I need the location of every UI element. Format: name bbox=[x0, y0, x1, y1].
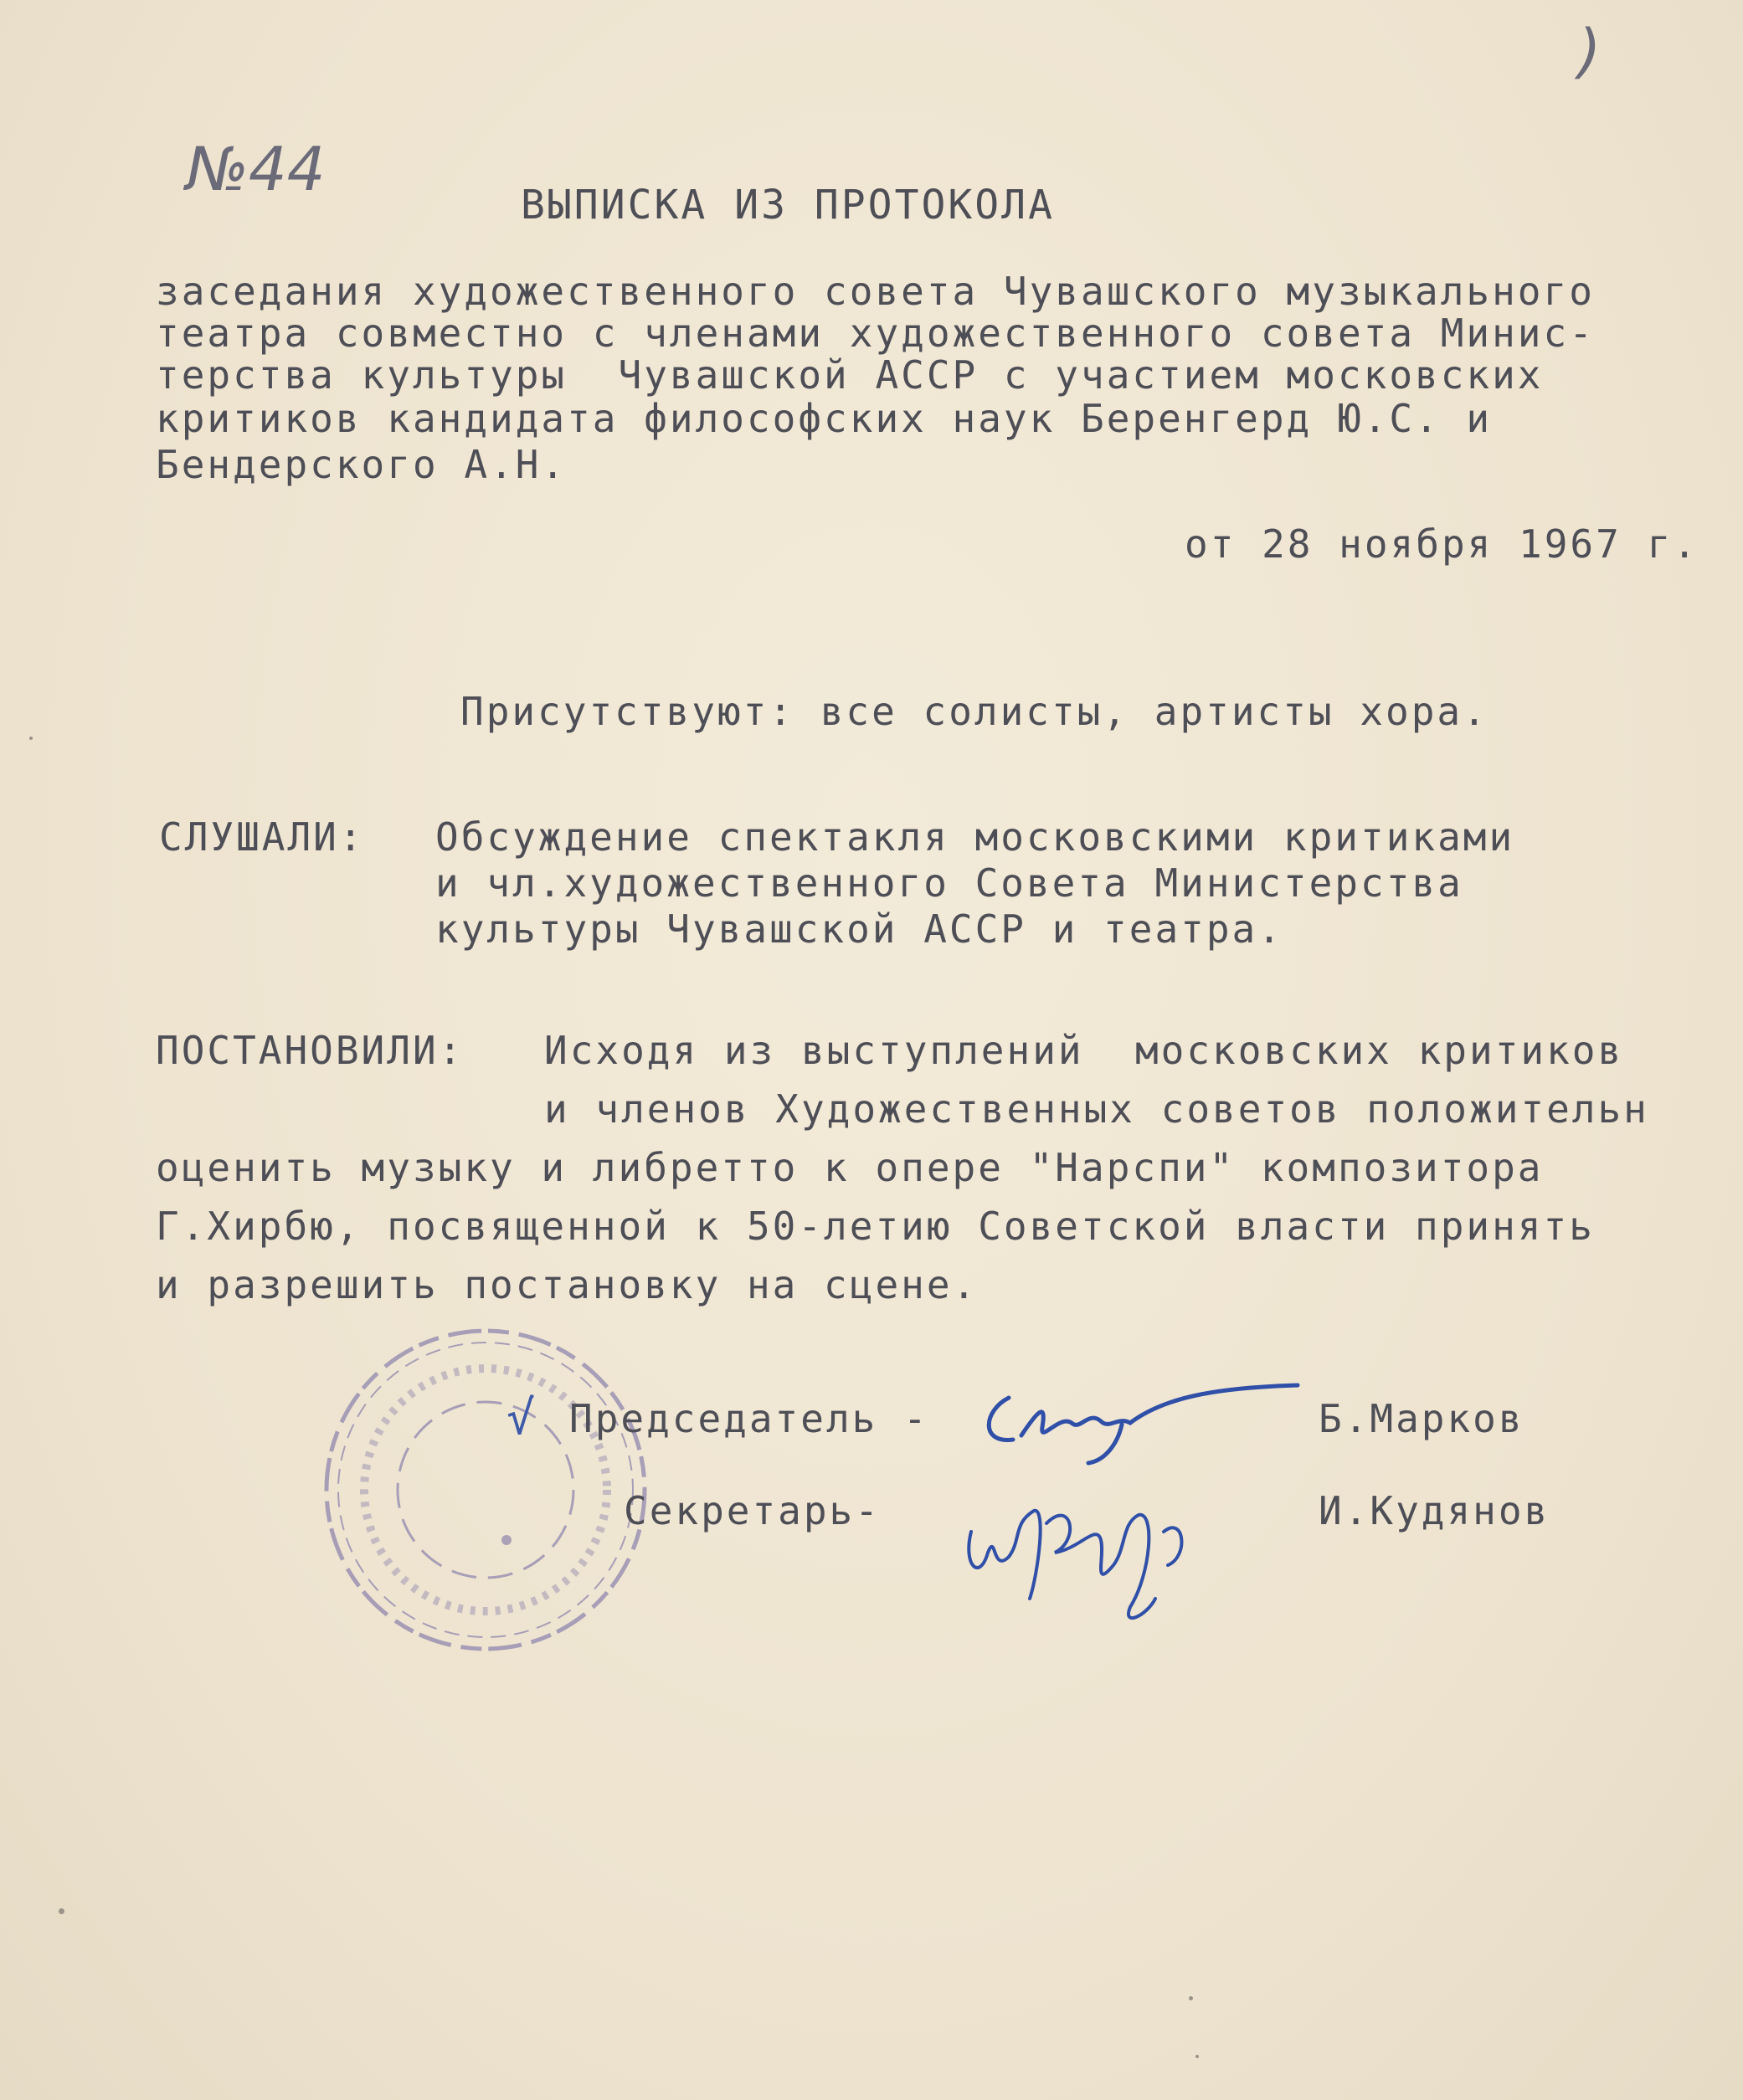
round-seal-stamp bbox=[310, 1314, 661, 1666]
resolved-first-line: Исходя из выступлений московских критиков bbox=[544, 1028, 1624, 1073]
heard-line-1: Обсуждение спектакля московскими критиками bbox=[435, 814, 1515, 860]
paper-speck bbox=[1189, 1996, 1193, 2000]
chairman-role: Председатель - bbox=[569, 1396, 929, 1441]
resolved-line-1: и членов Художественных советов положительн bbox=[544, 1086, 1649, 1132]
intro-line-5: Бендерского А.Н. bbox=[156, 442, 568, 487]
chairman-signature bbox=[963, 1364, 1314, 1465]
intro-line-4: критиков кандидата философских наук Беренгерд Ю.С. и bbox=[156, 396, 1493, 441]
paper-speck bbox=[59, 1908, 64, 1914]
approval-check-mark: √ bbox=[506, 1391, 537, 1445]
secretary-role: Секретарь- bbox=[624, 1488, 881, 1533]
meeting-date: от 28 ноября 1967 г. bbox=[1185, 521, 1699, 567]
intro-line-3: терства культуры Чувашской АССР с участием московских bbox=[156, 352, 1544, 398]
corner-bracket-mark: ) bbox=[1578, 17, 1602, 85]
resolved-line-3: Г.Хирбю, посвященной к 50-летию Советской власти принять bbox=[156, 1204, 1595, 1249]
intro-line-1: заседания художественного совета Чувашского музыкального bbox=[156, 269, 1595, 314]
resolved-line-2: оценить музыку и либретто к опере "Нарспи" композитора bbox=[156, 1145, 1544, 1190]
paper-speck bbox=[29, 737, 33, 740]
intro-line-2: театра совместно с членами художественного совета Минис- bbox=[156, 311, 1595, 356]
chairman-name: Б.Марков bbox=[1319, 1396, 1524, 1441]
heard-line-2: и чл.художественного Совета Министерства bbox=[435, 860, 1463, 906]
heard-line-3: культуры Чувашской АССР и театра. bbox=[435, 906, 1283, 952]
paper-speck bbox=[1195, 2055, 1199, 2058]
resolved-line-4: и разрешить постановку на сцене. bbox=[156, 1262, 979, 1307]
resolved-label: ПОСТАНОВИЛИ: bbox=[156, 1028, 465, 1073]
document-number-handwritten: №44 bbox=[186, 134, 326, 204]
heard-label: СЛУШАЛИ: bbox=[159, 814, 365, 860]
secretary-signature bbox=[954, 1473, 1222, 1640]
secretary-name: И.Кудянов bbox=[1319, 1488, 1550, 1533]
present-line: Присутствуют: все солисты, артисты хора. bbox=[460, 689, 1488, 734]
document-title: ВЫПИСКА ИЗ ПРОТОКОЛА bbox=[521, 182, 1055, 228]
